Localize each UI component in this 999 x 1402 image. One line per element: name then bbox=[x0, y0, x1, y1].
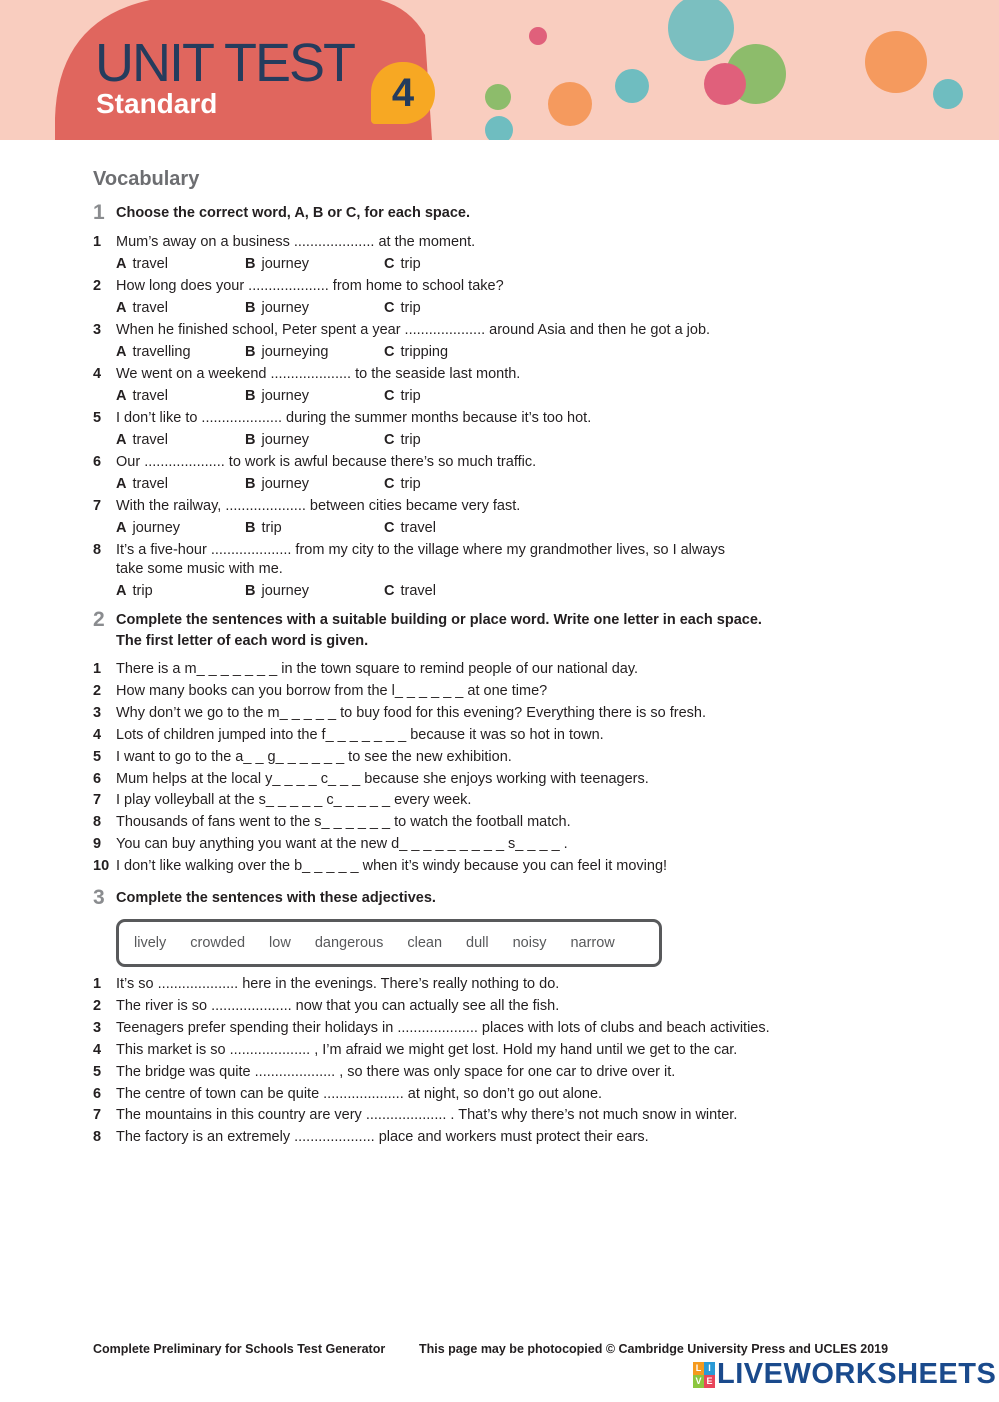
question-number: 4 bbox=[93, 726, 102, 743]
option-word: journey bbox=[261, 432, 310, 448]
question-number: 7 bbox=[93, 498, 102, 514]
answer-options bbox=[116, 254, 516, 274]
question-number: 7 bbox=[93, 792, 102, 809]
option-word: journey bbox=[261, 583, 310, 599]
question-text: When he finished school, Peter spent a year .................... around Asia and then he got a job. bbox=[116, 322, 711, 338]
adjective-word: crowded bbox=[190, 935, 246, 951]
answer-option[interactable] bbox=[245, 518, 282, 538]
question-number: 5 bbox=[93, 1063, 102, 1080]
question-text: I want to go to the a_ _ g_ _ _ _ _ _ to see the new exhibition. bbox=[116, 748, 512, 765]
option-letter: A bbox=[116, 300, 127, 316]
option-letter: C bbox=[384, 520, 395, 536]
exercise-number: 1 bbox=[93, 201, 105, 224]
option-letter: B bbox=[245, 520, 256, 536]
question-number: 3 bbox=[93, 704, 102, 721]
option-letter: B bbox=[245, 432, 256, 448]
option-letter: B bbox=[245, 476, 256, 492]
question-text: The mountains in this country are very .................... . That’s why there’s not much snow in winter. bbox=[116, 1107, 738, 1124]
option-word: travelling bbox=[132, 344, 191, 360]
option-word: travel bbox=[132, 388, 168, 404]
answer-option[interactable] bbox=[116, 298, 168, 318]
liveworksheets-brand bbox=[693, 1360, 996, 1389]
answer-option[interactable] bbox=[384, 430, 421, 450]
option-word: trip bbox=[400, 388, 421, 404]
option-letter: A bbox=[116, 344, 127, 360]
answer-option[interactable] bbox=[245, 581, 309, 601]
question-text: The factory is an extremely .................... place and workers must protect their ears. bbox=[116, 1129, 649, 1146]
option-letter: C bbox=[384, 256, 395, 272]
option-word: journey bbox=[261, 256, 310, 272]
question-text: Teenagers prefer spending their holidays in .................... places with lots of clubs and beach activities. bbox=[116, 1019, 770, 1036]
option-word: tripping bbox=[400, 344, 449, 360]
unit-number-badge: 4 bbox=[371, 62, 435, 124]
option-word: journeying bbox=[261, 344, 329, 360]
question-number: 4 bbox=[93, 366, 102, 382]
question-text: How long does your .................... from home to school take? bbox=[116, 278, 504, 294]
question-number: 7 bbox=[93, 1107, 102, 1124]
question-text: How many books can you borrow from the l_ _ _ _ _ _ at one time? bbox=[116, 682, 548, 699]
question-text: You can buy anything you want at the new d_ _ _ _ _ _ _ _ _ s_ _ _ _ . bbox=[116, 836, 568, 853]
question-number: 6 bbox=[93, 454, 102, 470]
question-number: 2 bbox=[93, 278, 102, 294]
option-word: travel bbox=[400, 520, 436, 536]
answer-option[interactable] bbox=[116, 474, 168, 494]
option-word: travel bbox=[400, 583, 436, 599]
adjective-word: low bbox=[269, 935, 291, 951]
answer-option[interactable] bbox=[116, 518, 180, 538]
exercise-3-title bbox=[93, 888, 436, 909]
answer-option[interactable] bbox=[116, 342, 191, 362]
exercise-instruction: Complete the sentences with these adjectives. bbox=[116, 890, 436, 906]
answer-options bbox=[116, 386, 516, 406]
option-word: trip bbox=[400, 300, 421, 316]
answer-option[interactable] bbox=[245, 474, 309, 494]
option-letter: A bbox=[116, 388, 127, 404]
question-text: It’s a five-hour .................... from my city to the village where my grandmother lives, so I always bbox=[116, 542, 725, 558]
option-letter: A bbox=[116, 476, 127, 492]
question-text: The bridge was quite .................... , so there was only space for one car to drive over it. bbox=[116, 1063, 676, 1080]
question-text: I play volleyball at the s_ _ _ _ _ c_ _ _ _ _ every week. bbox=[116, 792, 472, 809]
logo-letter: L bbox=[693, 1362, 704, 1375]
answer-option[interactable] bbox=[384, 298, 421, 318]
answer-option[interactable] bbox=[245, 254, 309, 274]
decor-bubble bbox=[485, 84, 511, 110]
option-letter: C bbox=[384, 344, 395, 360]
question-text: Thousands of fans went to the s_ _ _ _ _ _ to watch the football match. bbox=[116, 814, 571, 831]
answer-option[interactable] bbox=[245, 342, 328, 362]
option-letter: C bbox=[384, 583, 395, 599]
decor-bubble bbox=[485, 116, 513, 140]
decor-bubble bbox=[529, 27, 547, 45]
page-subtitle: Standard bbox=[96, 88, 218, 119]
option-word: trip bbox=[400, 476, 421, 492]
adjective-word: lively bbox=[134, 935, 167, 951]
answer-option[interactable] bbox=[384, 581, 436, 601]
page-title: UNIT TEST bbox=[95, 33, 355, 93]
adjective-word: dull bbox=[466, 935, 489, 951]
option-word: journey bbox=[261, 388, 310, 404]
question-text: It’s so .................... here in the evenings. There’s really nothing to do. bbox=[116, 976, 560, 992]
adjective-word: clean bbox=[407, 935, 443, 951]
question-number: 8 bbox=[93, 1129, 102, 1146]
question-number: 4 bbox=[93, 1041, 102, 1058]
question-text: The river is so .................... now that you can actually see all the fish. bbox=[116, 997, 560, 1014]
answer-option[interactable] bbox=[245, 430, 309, 450]
option-letter: C bbox=[384, 300, 395, 316]
decor-bubble bbox=[865, 31, 927, 93]
option-word: travel bbox=[132, 256, 168, 272]
adjective-word: noisy bbox=[512, 935, 547, 951]
answer-option[interactable] bbox=[116, 430, 168, 450]
logo-letter: I bbox=[704, 1362, 715, 1375]
unit-test-header bbox=[0, 0, 999, 140]
question-number: 3 bbox=[93, 1019, 102, 1036]
answer-options bbox=[116, 518, 516, 538]
option-letter: C bbox=[384, 476, 395, 492]
decor-bubble bbox=[615, 69, 649, 103]
question-number: 2 bbox=[93, 997, 102, 1014]
answer-option[interactable] bbox=[116, 581, 153, 601]
decor-bubble bbox=[668, 0, 734, 61]
brand-name: LIVEWORKSHEETS bbox=[717, 1358, 997, 1390]
decor-bubble bbox=[704, 63, 746, 105]
question-text: Mum helps at the local y_ _ _ _ c_ _ _ because she enjoys working with teenagers. bbox=[116, 770, 649, 787]
exercise-instruction: Choose the correct word, A, B or C, for each space. bbox=[116, 205, 470, 221]
question-text: I don’t like walking over the b_ _ _ _ _ when it’s windy because you can feel it moving! bbox=[116, 858, 668, 875]
question-number: 1 bbox=[93, 976, 102, 992]
exercise-number: 3 bbox=[93, 886, 105, 909]
footer-copyright: This page may be photocopied © Cambridge University Press and UCLES 2019 bbox=[419, 1342, 889, 1356]
answer-options bbox=[116, 298, 516, 318]
adjective-word: dangerous bbox=[314, 935, 384, 951]
liveworksheets-logo-icon bbox=[693, 1362, 715, 1388]
option-word: journey bbox=[132, 520, 181, 536]
question-text: I don’t like to .................... during the summer months because it’s too hot. bbox=[116, 410, 592, 426]
question-number: 8 bbox=[93, 814, 102, 831]
footer-left: Complete Preliminary for Schools Test Generator bbox=[93, 1342, 386, 1356]
answer-option[interactable] bbox=[116, 386, 168, 406]
logo-letter: E bbox=[704, 1375, 715, 1388]
question-text: Our .................... to work is awful because there’s so much traffic. bbox=[116, 454, 537, 470]
question-number: 1 bbox=[93, 234, 102, 250]
question-number: 8 bbox=[93, 542, 102, 558]
option-letter: A bbox=[116, 520, 127, 536]
adjective-word-box bbox=[116, 919, 662, 967]
question-text: Mum’s away on a business .................... at the moment. bbox=[116, 234, 476, 250]
instruction-line: Complete the sentences with a suitable building or place word. Write one letter in each space. bbox=[116, 612, 762, 628]
answer-option[interactable] bbox=[245, 298, 309, 318]
option-word: trip bbox=[400, 256, 421, 272]
answer-option[interactable] bbox=[384, 254, 421, 274]
decor-bubble bbox=[933, 79, 963, 109]
option-letter: B bbox=[245, 256, 256, 272]
answer-option[interactable] bbox=[245, 386, 309, 406]
option-letter: B bbox=[245, 388, 256, 404]
answer-options bbox=[116, 430, 516, 450]
option-word: journey bbox=[261, 476, 310, 492]
option-letter: B bbox=[245, 344, 256, 360]
answer-option[interactable] bbox=[116, 254, 168, 274]
question-text: This market is so .................... , I’m afraid we might get lost. Hold my hand until we get to the car. bbox=[116, 1041, 738, 1058]
question-text: Why don’t we go to the m_ _ _ _ _ to buy food for this evening? Everything there is so fresh. bbox=[116, 704, 706, 721]
instruction-line: The first letter of each word is given. bbox=[116, 633, 369, 649]
question-number: 10 bbox=[93, 858, 110, 875]
option-word: travel bbox=[132, 300, 168, 316]
question-number: 3 bbox=[93, 322, 102, 338]
answer-option[interactable] bbox=[384, 386, 421, 406]
option-word: travel bbox=[132, 476, 168, 492]
option-word: trip bbox=[132, 583, 153, 599]
answer-option[interactable] bbox=[384, 342, 448, 362]
answer-option[interactable] bbox=[384, 474, 421, 494]
exercise-instruction bbox=[116, 610, 762, 652]
question-number: 1 bbox=[93, 661, 102, 677]
exercise-1-title bbox=[93, 203, 470, 224]
exercise-number: 2 bbox=[93, 608, 105, 631]
answer-options bbox=[116, 342, 516, 362]
section-heading: Vocabulary bbox=[93, 168, 200, 190]
decor-bubble bbox=[548, 82, 592, 126]
question-number: 5 bbox=[93, 410, 102, 426]
question-text: There is a m_ _ _ _ _ _ _ in the town square to remind people of our national day. bbox=[116, 661, 639, 677]
option-word: trip bbox=[261, 520, 282, 536]
answer-options bbox=[116, 581, 516, 601]
question-text: Lots of children jumped into the f_ _ _ _ _ _ _ because it was so hot in town. bbox=[116, 726, 604, 743]
question-number: 9 bbox=[93, 836, 102, 853]
exercise-2-title bbox=[93, 610, 762, 652]
question-text: take some music with me. bbox=[116, 561, 283, 577]
logo-letter: V bbox=[693, 1375, 704, 1388]
option-letter: C bbox=[384, 432, 395, 448]
option-letter: A bbox=[116, 583, 127, 599]
answer-options bbox=[116, 474, 516, 494]
question-text: With the railway, .................... between cities became very fast. bbox=[116, 498, 521, 514]
option-letter: A bbox=[116, 256, 127, 272]
option-word: trip bbox=[400, 432, 421, 448]
question-text: We went on a weekend .................... to the seaside last month. bbox=[116, 366, 521, 382]
question-number: 6 bbox=[93, 770, 102, 787]
option-letter: C bbox=[384, 388, 395, 404]
option-letter: B bbox=[245, 300, 256, 316]
option-word: travel bbox=[132, 432, 168, 448]
option-word: journey bbox=[261, 300, 310, 316]
question-text: The centre of town can be quite .................... at night, so don’t go out alone. bbox=[116, 1085, 603, 1102]
option-letter: B bbox=[245, 583, 256, 599]
answer-option[interactable] bbox=[384, 518, 436, 538]
question-number: 6 bbox=[93, 1085, 102, 1102]
question-number: 5 bbox=[93, 748, 102, 765]
adjective-word: narrow bbox=[570, 935, 615, 951]
option-letter: A bbox=[116, 432, 127, 448]
question-number: 2 bbox=[93, 682, 102, 699]
